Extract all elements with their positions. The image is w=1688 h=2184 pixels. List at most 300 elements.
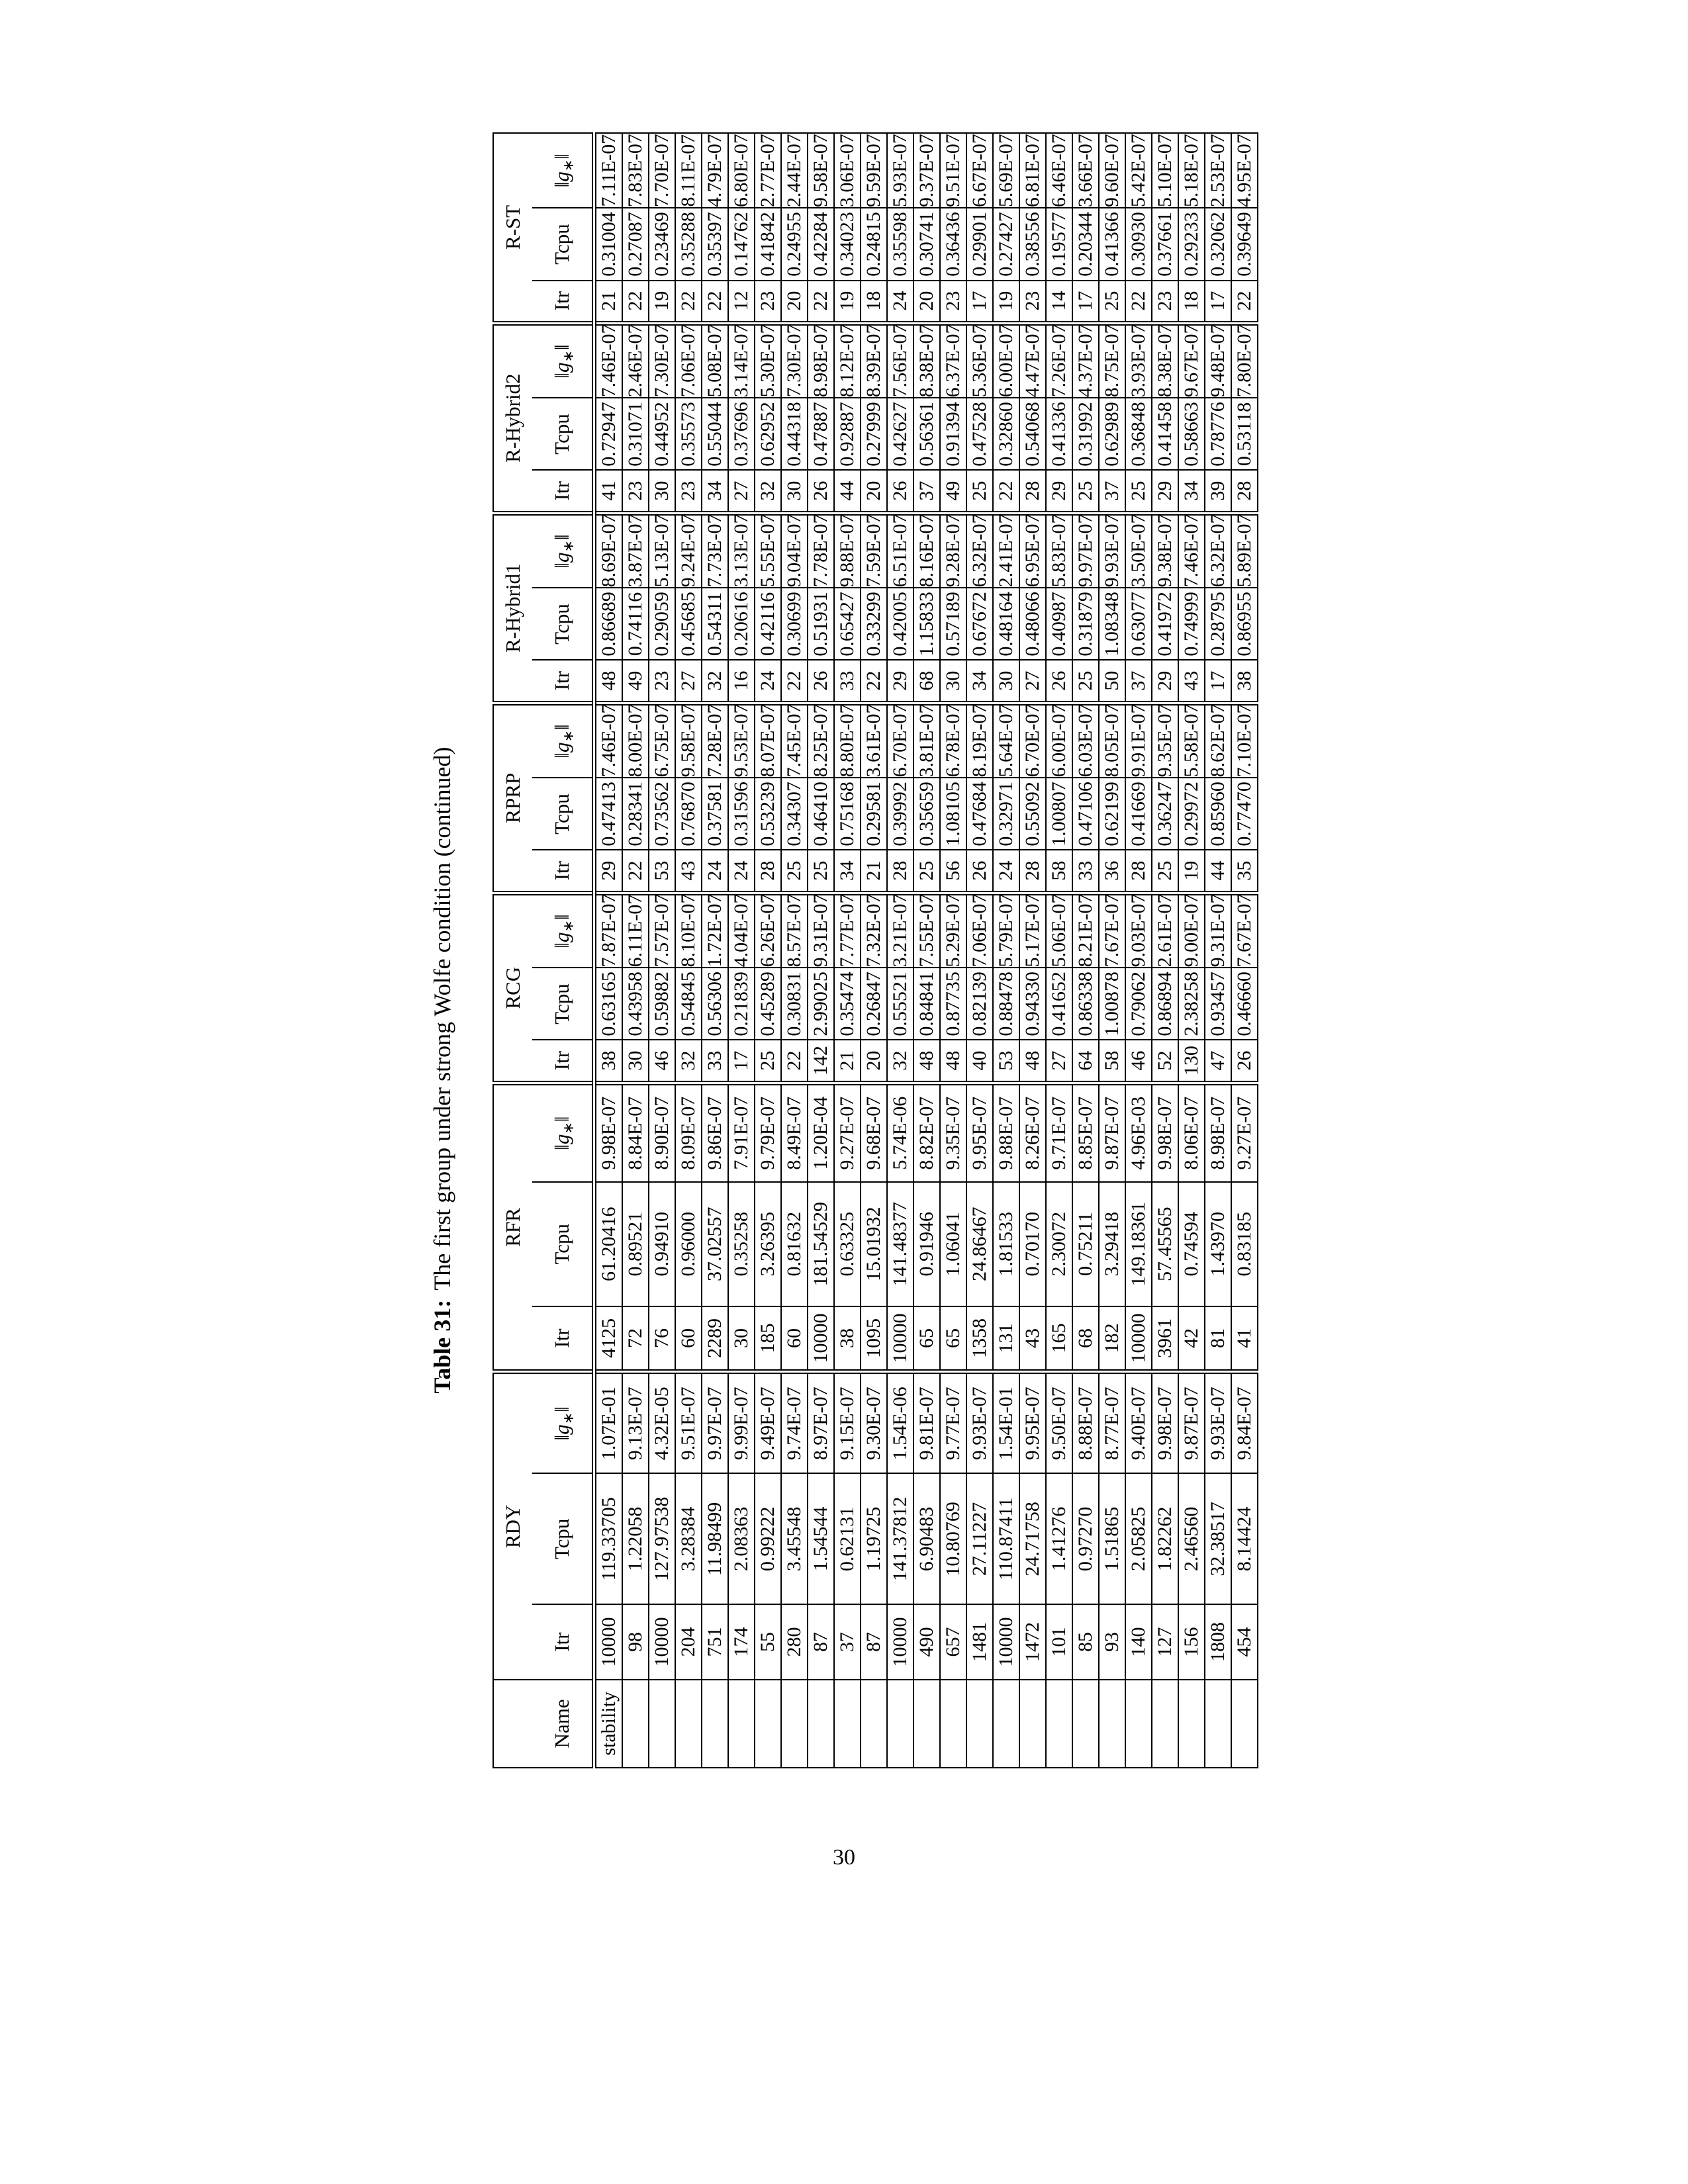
data-cell: 9.51E-07 [940,133,966,208]
data-cell: 8.38E-07 [1152,323,1178,398]
data-cell: 9.49E-07 [755,1372,781,1474]
data-cell: 8.26E-07 [1019,1083,1046,1182]
data-cell: 9.95E-07 [1019,1372,1046,1474]
data-cell: 0.28341 [622,778,649,850]
data-cell: 7.11E-07 [594,133,623,208]
data-cell: 44 [834,471,861,514]
data-cell: 28 [1125,850,1152,893]
data-cell: 0.47413 [594,778,623,850]
group-header: R-Hybrid2 [493,323,532,513]
data-cell: 0.23469 [649,208,675,280]
data-cell: 9.00E-07 [1178,893,1205,968]
data-cell: 6.70E-07 [1019,703,1046,778]
data-cell: 5.30E-07 [755,323,781,398]
table-row [1125,133,1152,1768]
data-cell: 34 [834,850,861,893]
column-header: Itr [532,1306,594,1372]
group-header: R-ST [493,133,532,323]
data-cell: 6.11E-07 [622,893,649,968]
data-cell: 9.59E-07 [861,133,887,208]
table-row [1046,133,1072,1768]
data-cell: 0.97270 [1072,1473,1099,1604]
data-cell: 0.89521 [622,1182,649,1306]
data-cell: 26 [887,471,914,514]
data-cell: 8.90E-07 [649,1083,675,1182]
data-cell: 2.99025 [808,968,834,1040]
data-cell: 7.56E-07 [887,323,914,398]
data-cell: 0.30741 [914,208,940,280]
row-name-cell [1178,1680,1205,1768]
data-cell: 0.19577 [1046,208,1072,280]
data-cell: 9.98E-07 [594,1083,623,1182]
data-cell: 8.98E-07 [1205,1083,1231,1182]
data-cell: 23 [649,660,675,703]
data-cell: 0.42005 [887,588,914,660]
data-cell: 23 [755,281,781,324]
data-cell: 8.10E-07 [675,893,702,968]
data-cell: 9.79E-07 [755,1083,781,1182]
data-cell: 0.86689 [594,588,623,660]
column-header: $‖g_∗‖$ [532,133,594,208]
data-cell: 8.39E-07 [861,323,887,398]
data-cell: 2.77E-07 [755,133,781,208]
data-cell: 53 [649,850,675,893]
data-cell: 10000 [887,1306,914,1372]
data-cell: 8.75E-07 [1099,323,1125,398]
row-name-cell [966,1680,993,1768]
data-cell: 18 [861,281,887,324]
data-cell: 0.77470 [1231,778,1258,850]
data-cell: 0.82139 [966,968,993,1040]
data-cell: 181.54529 [808,1182,834,1306]
data-cell: 8.49E-07 [781,1083,808,1182]
data-cell: 0.30930 [1125,208,1152,280]
row-name-cell [1046,1680,1072,1768]
data-cell: 0.74116 [622,588,649,660]
data-cell: 9.74E-07 [781,1372,808,1474]
data-cell: 9.97E-07 [1072,513,1099,588]
data-cell: 0.91394 [940,398,966,470]
subheader-row [532,133,594,1768]
data-cell: 9.88E-07 [993,1083,1019,1182]
table-row [808,133,834,1768]
data-cell: 25 [966,471,993,514]
table-caption-label: Table 31: [429,1299,455,1394]
data-cell: 2.41E-07 [993,513,1019,588]
row-name-cell [834,1680,861,1768]
data-cell: 30 [649,471,675,514]
data-cell: 58 [1099,1040,1125,1083]
column-header: $‖g_∗‖$ [532,703,594,778]
data-cell: 9.27E-07 [1231,1083,1258,1182]
data-cell: 0.35288 [675,208,702,280]
data-cell: 1.08348 [1099,588,1125,660]
data-cell: 0.92887 [834,398,861,470]
data-cell: 8.16E-07 [914,513,940,588]
data-cell: 23 [940,281,966,324]
table-row [1152,133,1178,1768]
data-cell: 5.36E-07 [966,323,993,398]
data-cell: 7.67E-07 [1231,893,1258,968]
data-cell: 0.87735 [940,968,966,1040]
data-cell: 2.44E-07 [781,133,808,208]
data-cell: 165 [1046,1306,1072,1372]
data-cell: 48 [914,1040,940,1083]
data-cell: 41 [1231,1306,1258,1372]
data-cell: 38 [834,1306,861,1372]
data-cell: 1.41276 [1046,1473,1072,1604]
column-header: Tcpu [532,968,594,1040]
data-cell: 0.20616 [728,588,755,660]
data-cell: 5.64E-07 [993,703,1019,778]
data-cell: 0.76870 [675,778,702,850]
data-cell: 21 [834,1040,861,1083]
data-cell: 34 [1178,471,1205,514]
data-cell: 0.41366 [1099,208,1125,280]
data-cell: 0.83185 [1231,1182,1258,1306]
data-cell: 0.73562 [649,778,675,850]
data-cell: 7.46E-07 [594,703,623,778]
data-cell: 6.37E-07 [940,323,966,398]
data-cell: 29 [594,850,623,893]
data-cell: 0.47106 [1072,778,1099,850]
data-cell: 33 [834,660,861,703]
data-cell: 1.20E-04 [808,1083,834,1182]
data-cell: 5.74E-06 [887,1083,914,1182]
data-cell: 15.01932 [861,1182,887,1306]
data-cell: 64 [1072,1040,1099,1083]
data-cell: 61.20416 [594,1182,623,1306]
data-cell: 5.42E-07 [1125,133,1152,208]
data-cell: 58 [1046,850,1072,893]
table-rotor [492,132,1255,1768]
data-cell: 24 [887,281,914,324]
data-cell: 10000 [1125,1306,1152,1372]
data-cell: 37 [1125,660,1152,703]
data-cell: 9.27E-07 [834,1083,861,1182]
results-table [492,132,1258,1768]
data-cell: 1358 [966,1306,993,1372]
data-cell: 9.87E-07 [1178,1372,1205,1474]
data-cell: 0.62952 [755,398,781,470]
data-cell: 8.07E-07 [755,703,781,778]
data-cell: 2.38258 [1178,968,1205,1040]
data-cell: 8.21E-07 [1072,893,1099,968]
data-cell: 5.89E-07 [1231,513,1258,588]
data-cell: 0.55044 [702,398,728,470]
row-name-cell [1099,1680,1125,1768]
data-cell: 0.44952 [649,398,675,470]
row-name-cell [728,1680,755,1768]
data-cell: 0.42627 [887,398,914,470]
page-number: 30 [833,1845,855,1870]
data-cell: 17 [1072,281,1099,324]
data-cell: 0.88478 [993,968,1019,1040]
data-cell: 0.36436 [940,208,966,280]
data-cell: 0.31004 [594,208,623,280]
data-cell: 0.62131 [834,1473,861,1604]
data-cell: 22 [675,281,702,324]
data-cell: 131 [993,1306,1019,1372]
column-header: Itr [532,660,594,703]
data-cell: 0.35573 [675,398,702,470]
data-cell: 24 [993,850,1019,893]
data-cell: 0.33299 [861,588,887,660]
data-cell: 0.29901 [966,208,993,280]
data-cell: 17 [1205,281,1231,324]
data-cell: 19 [1178,850,1205,893]
data-cell: 6.81E-07 [1019,133,1046,208]
data-cell: 5.17E-07 [1019,893,1046,968]
row-name-cell [1231,1680,1258,1768]
data-cell: 32 [675,1040,702,1083]
data-cell: 37 [834,1604,861,1679]
data-cell: 10.80769 [940,1473,966,1604]
data-cell: 7.06E-07 [966,893,993,968]
data-cell: 0.39992 [887,778,914,850]
column-header: $‖g_∗‖$ [532,1083,594,1182]
data-cell: 8.12E-07 [834,323,861,398]
data-cell: 29 [1152,660,1178,703]
data-cell: 0.54845 [675,968,702,1040]
data-cell: 25 [755,1040,781,1083]
table-row [755,133,781,1768]
data-cell: 46 [1125,1040,1152,1083]
data-cell: 9.03E-07 [1125,893,1152,968]
data-cell: 1.72E-07 [702,893,728,968]
data-cell: 0.29581 [861,778,887,850]
data-cell: 0.94910 [649,1182,675,1306]
data-cell: 5.29E-07 [940,893,966,968]
data-cell: 7.59E-07 [861,513,887,588]
data-cell: 0.27427 [993,208,1019,280]
table-row [594,133,623,1768]
data-cell: 32.38517 [1205,1473,1231,1604]
data-cell: 42 [1178,1306,1205,1372]
data-cell: 8.82E-07 [914,1083,940,1182]
data-cell: 0.55521 [887,968,914,1040]
data-cell: 0.74594 [1178,1182,1205,1306]
row-name-cell [914,1680,940,1768]
data-cell: 2.53E-07 [1205,133,1231,208]
column-header: Tcpu [532,208,594,280]
data-cell: 280 [781,1604,808,1679]
data-cell: 127.97538 [649,1473,675,1604]
data-cell: 47 [1205,1040,1231,1083]
data-cell: 5.83E-07 [1046,513,1072,588]
group-header-row [493,133,532,1768]
data-cell: 8.05E-07 [1099,703,1125,778]
data-cell: 0.28795 [1205,588,1231,660]
data-cell: 8.69E-07 [594,513,623,588]
row-name-cell [649,1680,675,1768]
data-cell: 0.53239 [755,778,781,850]
data-cell: 9.91E-07 [1125,703,1152,778]
data-cell: 141.48377 [887,1182,914,1306]
data-cell: 0.37581 [702,778,728,850]
data-cell: 1.51865 [1099,1473,1125,1604]
group-header: RPRP [493,703,532,893]
data-cell: 27 [1019,660,1046,703]
data-cell: 0.91946 [914,1182,940,1306]
data-cell: 22 [993,471,1019,514]
data-cell: 1.15833 [914,588,940,660]
data-cell: 1.06041 [940,1182,966,1306]
data-cell: 0.32860 [993,398,1019,470]
data-cell: 18 [1178,281,1205,324]
table-row [675,133,702,1768]
data-cell: 7.26E-07 [1046,323,1072,398]
data-cell: 34 [966,660,993,703]
data-cell: 0.74999 [1178,588,1205,660]
data-cell: 7.32E-07 [861,893,887,968]
data-cell: 21 [861,850,887,893]
data-cell: 7.91E-07 [728,1083,755,1182]
data-cell: 9.77E-07 [940,1372,966,1474]
data-cell: 6.32E-07 [966,513,993,588]
data-cell: 5.18E-07 [1178,133,1205,208]
data-cell: 0.31879 [1072,588,1099,660]
data-cell: 7.80E-07 [1231,323,1258,398]
column-header: Itr [532,1040,594,1083]
data-cell: 0.31596 [728,778,755,850]
data-cell: 3.66E-07 [1072,133,1099,208]
column-header: Tcpu [532,778,594,850]
data-cell: 22 [781,660,808,703]
data-cell: 19 [993,281,1019,324]
data-cell: 2.46E-07 [622,323,649,398]
data-cell: 0.29059 [649,588,675,660]
data-cell: 7.87E-07 [594,893,623,968]
data-cell: 5.58E-07 [1178,703,1205,778]
data-cell: 127 [1152,1604,1178,1679]
data-cell: 24 [702,850,728,893]
data-cell: 5.06E-07 [1046,893,1072,968]
data-cell: 10000 [887,1604,914,1679]
data-cell: 35 [1231,850,1258,893]
data-cell: 38 [1231,660,1258,703]
data-cell: 0.40987 [1046,588,1072,660]
data-cell: 0.24955 [781,208,808,280]
data-cell: 0.36848 [1125,398,1152,470]
data-cell: 19 [834,281,861,324]
data-cell: 39 [1205,471,1231,514]
data-cell: 0.45685 [675,588,702,660]
data-cell: 2.61E-07 [1152,893,1178,968]
data-cell: 0.70170 [1019,1182,1046,1306]
data-cell: 21 [594,281,623,324]
data-cell: 9.60E-07 [1099,133,1125,208]
data-cell: 20 [861,1040,887,1083]
data-cell: 20 [861,471,887,514]
data-cell: 142 [808,1040,834,1083]
data-cell: 24 [728,850,755,893]
data-cell: 22 [781,1040,808,1083]
data-cell: 0.96000 [675,1182,702,1306]
data-cell: 3961 [1152,1306,1178,1372]
data-cell: 0.20344 [1072,208,1099,280]
data-cell: 6.67E-07 [966,133,993,208]
column-header: Itr [532,281,594,324]
data-cell: 23 [1152,281,1178,324]
data-cell: 26 [1046,660,1072,703]
data-cell: 25 [781,850,808,893]
data-cell: 9.84E-07 [1231,1372,1258,1474]
column-header: Tcpu [532,588,594,660]
data-cell: 43 [675,850,702,893]
data-cell: 87 [861,1604,887,1679]
data-cell: 7.73E-07 [702,513,728,588]
data-cell: 72 [622,1306,649,1372]
table-row [702,133,728,1768]
data-cell: 0.56306 [702,968,728,1040]
data-cell: 0.46660 [1231,968,1258,1040]
data-cell: 7.70E-07 [649,133,675,208]
data-cell: 5.10E-07 [1152,133,1178,208]
data-cell: 0.34023 [834,208,861,280]
data-cell: 7.67E-07 [1099,893,1125,968]
data-cell: 34 [702,471,728,514]
data-cell: 20 [781,281,808,324]
data-cell: 9.35E-07 [940,1083,966,1182]
data-cell: 30 [728,1306,755,1372]
data-cell: 8.62E-07 [1205,703,1231,778]
column-header: Itr [532,850,594,893]
data-cell: 8.88E-07 [1072,1372,1099,1474]
table-row [861,133,887,1768]
data-cell: 65 [914,1306,940,1372]
data-cell: 9.98E-07 [1152,1372,1178,1474]
data-cell: 0.63077 [1125,588,1152,660]
data-cell: 28 [1231,471,1258,514]
data-cell: 0.35397 [702,208,728,280]
group-header: R-Hybrid1 [493,513,532,703]
column-header: $‖g_∗‖$ [532,323,594,398]
data-cell: 9.97E-07 [702,1372,728,1474]
data-cell: 9.13E-07 [622,1372,649,1474]
data-cell: 0.29233 [1178,208,1205,280]
data-cell: 32 [702,660,728,703]
data-cell: 7.83E-07 [622,133,649,208]
data-cell: 9.53E-07 [728,703,755,778]
data-cell: 0.59882 [649,968,675,1040]
data-cell: 185 [755,1306,781,1372]
table-row [649,133,675,1768]
data-cell: 0.21839 [728,968,755,1040]
data-cell: 5.08E-07 [702,323,728,398]
data-cell: 8.98E-07 [808,323,834,398]
data-cell: 0.43958 [622,968,649,1040]
data-cell: 37 [1099,471,1125,514]
data-cell: 25 [808,850,834,893]
data-cell: 0.24815 [861,208,887,280]
row-name-cell [675,1680,702,1768]
data-cell: 1.54E-06 [887,1372,914,1474]
data-cell: 9.24E-07 [675,513,702,588]
data-cell: 0.62989 [1099,398,1125,470]
data-cell: 0.41336 [1046,398,1072,470]
data-cell: 1.19725 [861,1473,887,1604]
data-cell: 28 [1019,471,1046,514]
data-cell: 68 [1072,1306,1099,1372]
row-name-cell [781,1680,808,1768]
data-cell: 17 [728,1040,755,1083]
data-cell: 1.54544 [808,1473,834,1604]
data-cell: 5.93E-07 [887,133,914,208]
data-cell: 60 [781,1306,808,1372]
data-cell: 24.71758 [1019,1473,1046,1604]
data-cell: 10000 [649,1604,675,1679]
